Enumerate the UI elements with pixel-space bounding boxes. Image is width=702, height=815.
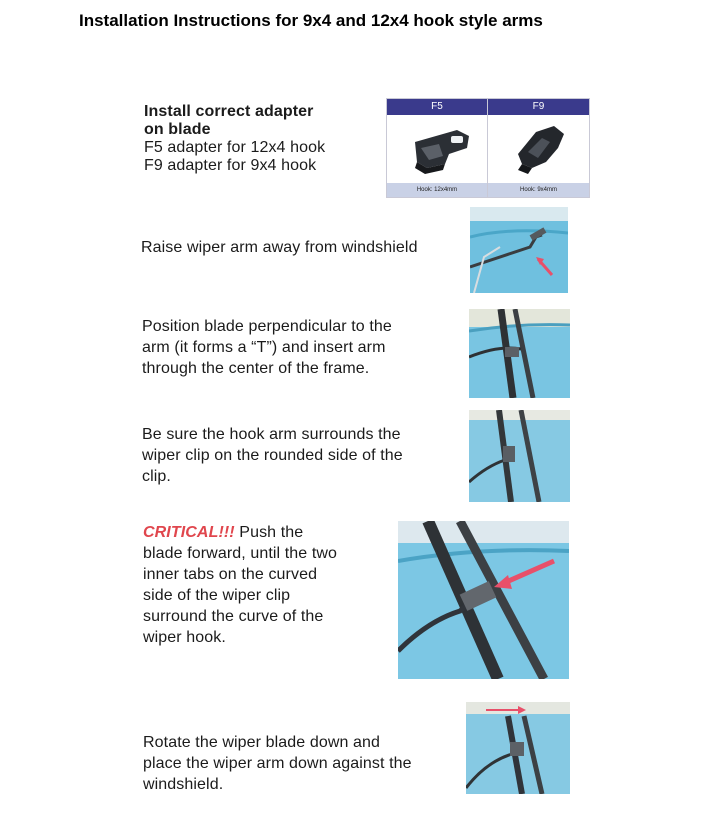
step-2-line-1: Raise wiper arm away from windshield [141,239,418,256]
step-3-text [142,316,392,379]
step-1-line-2: on blade [144,121,211,138]
page-title: Installation Instructions for 9x4 and 12x4 hook style arms [79,11,543,30]
raise-wiper-photo [470,207,568,293]
step-5-line-4: side of the wiper clip [143,587,291,604]
rotate-blade-down-photo [466,702,570,794]
step-6-line-3: windshield. [143,776,224,793]
step-1-line-4: F9 adapter for 9x4 hook [144,157,317,174]
adapter-f5-icon [387,116,487,182]
step-1-line-1: Install correct adapter [144,103,314,120]
adapter-f9-caption: Hook: 9x4mm [488,183,589,197]
push-blade-forward-photo [398,521,569,679]
step-6-text [143,732,412,795]
step-4-line-2: wiper clip on the rounded side of the [142,447,403,464]
step-5-line-5: surround the curve of the [143,608,324,625]
step-1-line-3: F5 adapter for 12x4 hook [144,139,326,156]
adapter-f9-icon [488,116,589,182]
step-3-line-2: arm (it forms a “T”) and insert arm [142,339,386,356]
step-5-text [143,522,337,648]
step-5-line-6: wiper hook. [143,629,226,646]
step-4-text [142,424,403,487]
step-4-line-3: clip. [142,468,171,485]
adapter-comparison-image [386,98,590,198]
critical-label: CRITICAL!!! [143,524,235,541]
step-5-line-1 [143,522,337,543]
hook-arm-photo [469,410,570,502]
step-5-line-1-rest: Push the [239,524,304,541]
blade-perpendicular-photo [469,309,570,398]
step-1-text [144,101,325,176]
step-3-line-1: Position blade perpendicular to the [142,318,392,335]
step-6-line-1: Rotate the wiper blade down and [143,734,381,751]
step-3-line-3: through the center of the frame. [142,360,370,377]
adapter-f5-caption: Hook: 12x4mm [387,183,487,197]
step-5-line-3: inner tabs on the curved [143,566,318,583]
step-4-line-1: Be sure the hook arm surrounds the [142,426,401,443]
step-6-line-2: place the wiper arm down against the [143,755,412,772]
adapter-f9-header: F9 [488,99,589,115]
step-5-line-2: blade forward, until the two [143,545,338,562]
adapter-f5-header: F5 [387,99,487,115]
step-2-text [141,237,418,258]
